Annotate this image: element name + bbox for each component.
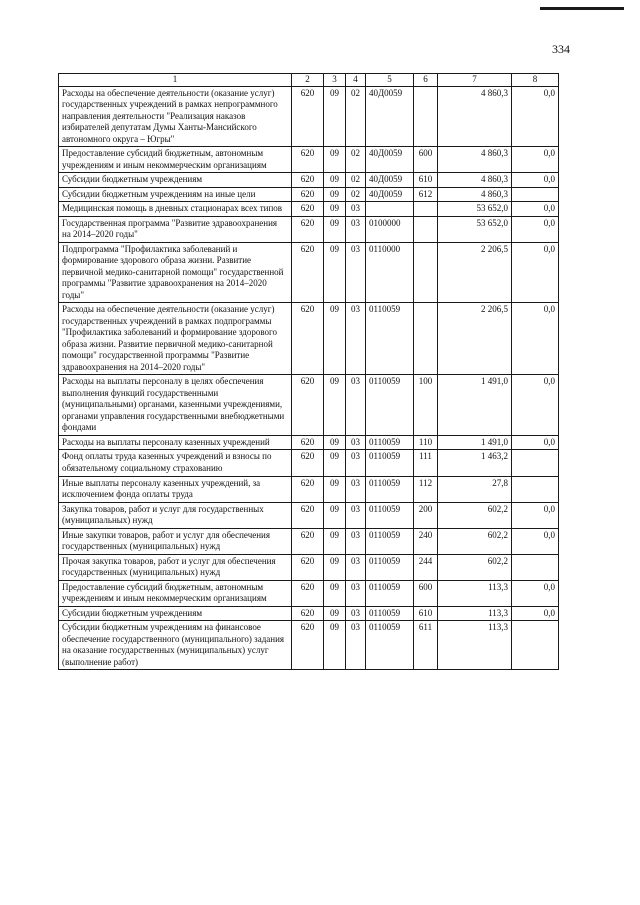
section-cell: 09 — [324, 502, 346, 528]
table-row — [59, 147, 559, 173]
amount-extra-cell — [512, 476, 559, 502]
amount-cell: 2 206,5 — [438, 242, 512, 303]
target-article-cell: 0110059 — [366, 621, 414, 670]
section-cell: 09 — [324, 435, 346, 450]
expense-type-cell: 200 — [414, 502, 438, 528]
row-name-cell: Закупка товаров, работ и услуг для государственных (муниципальных) нужд — [59, 502, 292, 528]
amount-cell: 602,2 — [438, 528, 512, 554]
target-article-cell: 0110059 — [366, 528, 414, 554]
expense-type-cell: 600 — [414, 580, 438, 606]
row-name-cell: Расходы на выплаты персоналу в целях обеспечения выполнения функций государственными (муниципальными) органами, казенными учреждениями, органами управления государственными внебюджетными фондами — [59, 375, 292, 436]
column-header: 6 — [414, 74, 438, 87]
subsection-cell: 03 — [346, 216, 366, 242]
row-name-cell: Субсидии бюджетным учреждениям на финансовое обеспечение государственного (муниципального) задания на оказание государственных (муниципальных) услуг (выполнение работ) — [59, 621, 292, 670]
section-cell: 09 — [324, 147, 346, 173]
subsection-cell: 03 — [346, 242, 366, 303]
amount-extra-cell: 0,0 — [512, 303, 559, 375]
amount-cell: 4 860,3 — [438, 187, 512, 202]
target-article-cell: 0110059 — [366, 580, 414, 606]
expense-type-cell: 110 — [414, 435, 438, 450]
row-name-cell: Прочая закупка товаров, работ и услуг для обеспечения государственных (муниципальных) нужд — [59, 554, 292, 580]
subsection-cell: 03 — [346, 554, 366, 580]
section-cell: 09 — [324, 476, 346, 502]
amount-cell: 1 463,2 — [438, 450, 512, 476]
table-row — [59, 242, 559, 303]
row-name-cell: Государственная программа "Развитие здравоохранения на 2014–2020 годы" — [59, 216, 292, 242]
target-article-cell: 0100000 — [366, 216, 414, 242]
amount-extra-cell: 0,0 — [512, 202, 559, 217]
code-cell: 620 — [292, 554, 324, 580]
amount-cell: 1 491,0 — [438, 375, 512, 436]
amount-extra-cell: 0,0 — [512, 375, 559, 436]
amount-extra-cell: 0,0 — [512, 147, 559, 173]
row-name-cell: Фонд оплаты труда казенных учреждений и взносы по обязательному социальному страхованию — [59, 450, 292, 476]
amount-cell: 4 860,3 — [438, 173, 512, 188]
code-cell: 620 — [292, 435, 324, 450]
subsection-cell: 02 — [346, 187, 366, 202]
row-name-cell: Подпрограмма "Профилактика заболеваний и формирование здорового образа жизни. Развитие первичной медико-санитарной помощи" государственной программы "Развитие здравоохранения на 2014–2020 годы" — [59, 242, 292, 303]
section-cell: 09 — [324, 173, 346, 188]
code-cell: 620 — [292, 450, 324, 476]
section-cell: 09 — [324, 202, 346, 217]
code-cell: 620 — [292, 528, 324, 554]
expense-type-cell: 244 — [414, 554, 438, 580]
expense-type-cell: 610 — [414, 606, 438, 621]
amount-cell: 4 860,3 — [438, 147, 512, 173]
expense-type-cell: 610 — [414, 173, 438, 188]
amount-extra-cell: 0,0 — [512, 173, 559, 188]
budget-table — [58, 73, 559, 670]
subsection-cell: 03 — [346, 202, 366, 217]
target-article-cell: 40Д0059 — [366, 173, 414, 188]
expense-type-cell: 611 — [414, 621, 438, 670]
expense-type-cell — [414, 303, 438, 375]
section-cell: 09 — [324, 554, 346, 580]
section-cell: 09 — [324, 86, 346, 147]
table-row — [59, 216, 559, 242]
amount-extra-cell — [512, 621, 559, 670]
expense-type-cell: 112 — [414, 476, 438, 502]
table-row — [59, 202, 559, 217]
code-cell: 620 — [292, 476, 324, 502]
amount-extra-cell: 0,0 — [512, 580, 559, 606]
expense-type-cell: 612 — [414, 187, 438, 202]
amount-cell: 2 206,5 — [438, 303, 512, 375]
table-body — [59, 86, 559, 670]
column-header: 2 — [292, 74, 324, 87]
subsection-cell: 02 — [346, 147, 366, 173]
column-header: 1 — [59, 74, 292, 87]
expense-type-cell — [414, 216, 438, 242]
table-row — [59, 476, 559, 502]
subsection-cell: 03 — [346, 502, 366, 528]
section-cell: 09 — [324, 187, 346, 202]
expense-type-cell — [414, 242, 438, 303]
code-cell: 620 — [292, 606, 324, 621]
code-cell: 620 — [292, 580, 324, 606]
table-row — [59, 606, 559, 621]
target-article-cell: 0110059 — [366, 450, 414, 476]
header-row — [59, 74, 559, 87]
amount-extra-cell — [512, 450, 559, 476]
table-row — [59, 303, 559, 375]
amount-extra-cell: 0,0 — [512, 86, 559, 147]
amount-cell: 602,2 — [438, 502, 512, 528]
subsection-cell: 03 — [346, 528, 366, 554]
target-article-cell: 0110059 — [366, 476, 414, 502]
code-cell: 620 — [292, 621, 324, 670]
expense-type-cell: 240 — [414, 528, 438, 554]
amount-cell: 113,3 — [438, 621, 512, 670]
row-name-cell: Иные выплаты персоналу казенных учреждений, за исключением фонда оплаты труда — [59, 476, 292, 502]
amount-extra-cell: 0,0 — [512, 528, 559, 554]
amount-extra-cell: 0,0 — [512, 435, 559, 450]
subsection-cell: 02 — [346, 173, 366, 188]
row-name-cell: Субсидии бюджетным учреждениям — [59, 606, 292, 621]
subsection-cell: 03 — [346, 606, 366, 621]
row-name-cell: Предоставление субсидий бюджетным, автономным учреждениям и иным некоммерческим организациям — [59, 147, 292, 173]
section-cell: 09 — [324, 621, 346, 670]
code-cell: 620 — [292, 147, 324, 173]
amount-extra-cell — [512, 187, 559, 202]
amount-cell: 602,2 — [438, 554, 512, 580]
target-article-cell: 0110059 — [366, 303, 414, 375]
subsection-cell: 02 — [346, 86, 366, 147]
section-cell: 09 — [324, 580, 346, 606]
subsection-cell: 03 — [346, 450, 366, 476]
expense-type-cell — [414, 202, 438, 217]
column-header: 7 — [438, 74, 512, 87]
amount-extra-cell: 0,0 — [512, 216, 559, 242]
table-row — [59, 187, 559, 202]
code-cell: 620 — [292, 187, 324, 202]
amount-extra-cell: 0,0 — [512, 242, 559, 303]
table-row — [59, 621, 559, 670]
target-article-cell: 40Д0059 — [366, 147, 414, 173]
row-name-cell: Расходы на выплаты персоналу казенных учреждений — [59, 435, 292, 450]
target-article-cell: 0110059 — [366, 606, 414, 621]
amount-extra-cell — [512, 554, 559, 580]
table-row — [59, 528, 559, 554]
amount-cell: 1 491,0 — [438, 435, 512, 450]
table-row — [59, 554, 559, 580]
section-cell: 09 — [324, 242, 346, 303]
row-name-cell: Расходы на обеспечение деятельности (оказание услуг) государственных учреждений в рамках непрограммного направления деятельности "Реализация наказов избирателей депутатам Думы Ханты-Мансийского автономного округа – Югры" — [59, 86, 292, 147]
code-cell: 620 — [292, 303, 324, 375]
row-name-cell: Субсидии бюджетным учреждениям — [59, 173, 292, 188]
expense-type-cell: 600 — [414, 147, 438, 173]
code-cell: 620 — [292, 202, 324, 217]
target-article-cell: 0110059 — [366, 554, 414, 580]
target-article-cell: 40Д0059 — [366, 86, 414, 147]
code-cell: 620 — [292, 502, 324, 528]
subsection-cell: 03 — [346, 621, 366, 670]
row-name-cell: Иные закупки товаров, работ и услуг для обеспечения государственных (муниципальных) нужд — [59, 528, 292, 554]
code-cell: 620 — [292, 86, 324, 147]
amount-extra-cell: 0,0 — [512, 502, 559, 528]
subsection-cell: 03 — [346, 476, 366, 502]
target-article-cell: 40Д0059 — [366, 187, 414, 202]
subsection-cell: 03 — [346, 303, 366, 375]
table-row — [59, 375, 559, 436]
target-article-cell: 0110059 — [366, 375, 414, 436]
expense-type-cell: 111 — [414, 450, 438, 476]
section-cell: 09 — [324, 216, 346, 242]
amount-cell: 53 652,0 — [438, 216, 512, 242]
code-cell: 620 — [292, 173, 324, 188]
amount-extra-cell: 0,0 — [512, 606, 559, 621]
amount-cell: 53 652,0 — [438, 202, 512, 217]
row-name-cell: Медицинская помощь в дневных стационарах всех типов — [59, 202, 292, 217]
section-cell: 09 — [324, 303, 346, 375]
target-article-cell: 0110000 — [366, 242, 414, 303]
expense-type-cell — [414, 86, 438, 147]
target-article-cell: 0110059 — [366, 435, 414, 450]
amount-cell: 4 860,3 — [438, 86, 512, 147]
code-cell: 620 — [292, 375, 324, 436]
column-header: 4 — [346, 74, 366, 87]
target-article-cell: 0110059 — [366, 502, 414, 528]
target-article-cell — [366, 202, 414, 217]
row-name-cell: Предоставление субсидий бюджетным, автономным учреждениям и иным некоммерческим организациям — [59, 580, 292, 606]
column-header: 8 — [512, 74, 559, 87]
row-name-cell: Расходы на обеспечение деятельности (оказание услуг) государственных учреждений в рамках подпрограммы "Профилактика заболеваний и формирование здорового образа жизни. Развитие первичной медико-санитарной помощи" государственной программы "Развитие здравоохранения на 2014–2020 годы" — [59, 303, 292, 375]
column-header: 3 — [324, 74, 346, 87]
amount-cell: 113,3 — [438, 606, 512, 621]
section-cell: 09 — [324, 375, 346, 436]
column-header: 5 — [366, 74, 414, 87]
row-name-cell: Субсидии бюджетным учреждениям на иные цели — [59, 187, 292, 202]
page-number: 334 — [552, 42, 570, 56]
top-rule — [540, 7, 624, 10]
subsection-cell: 03 — [346, 580, 366, 606]
table-row — [59, 86, 559, 147]
expense-type-cell: 100 — [414, 375, 438, 436]
table-row — [59, 502, 559, 528]
code-cell: 620 — [292, 216, 324, 242]
subsection-cell: 03 — [346, 375, 366, 436]
table-row — [59, 450, 559, 476]
amount-cell: 27,8 — [438, 476, 512, 502]
section-cell: 09 — [324, 528, 346, 554]
section-cell: 09 — [324, 450, 346, 476]
subsection-cell: 03 — [346, 435, 366, 450]
amount-cell: 113,3 — [438, 580, 512, 606]
table-row — [59, 435, 559, 450]
code-cell: 620 — [292, 242, 324, 303]
table-row — [59, 173, 559, 188]
table-row — [59, 580, 559, 606]
section-cell: 09 — [324, 606, 346, 621]
